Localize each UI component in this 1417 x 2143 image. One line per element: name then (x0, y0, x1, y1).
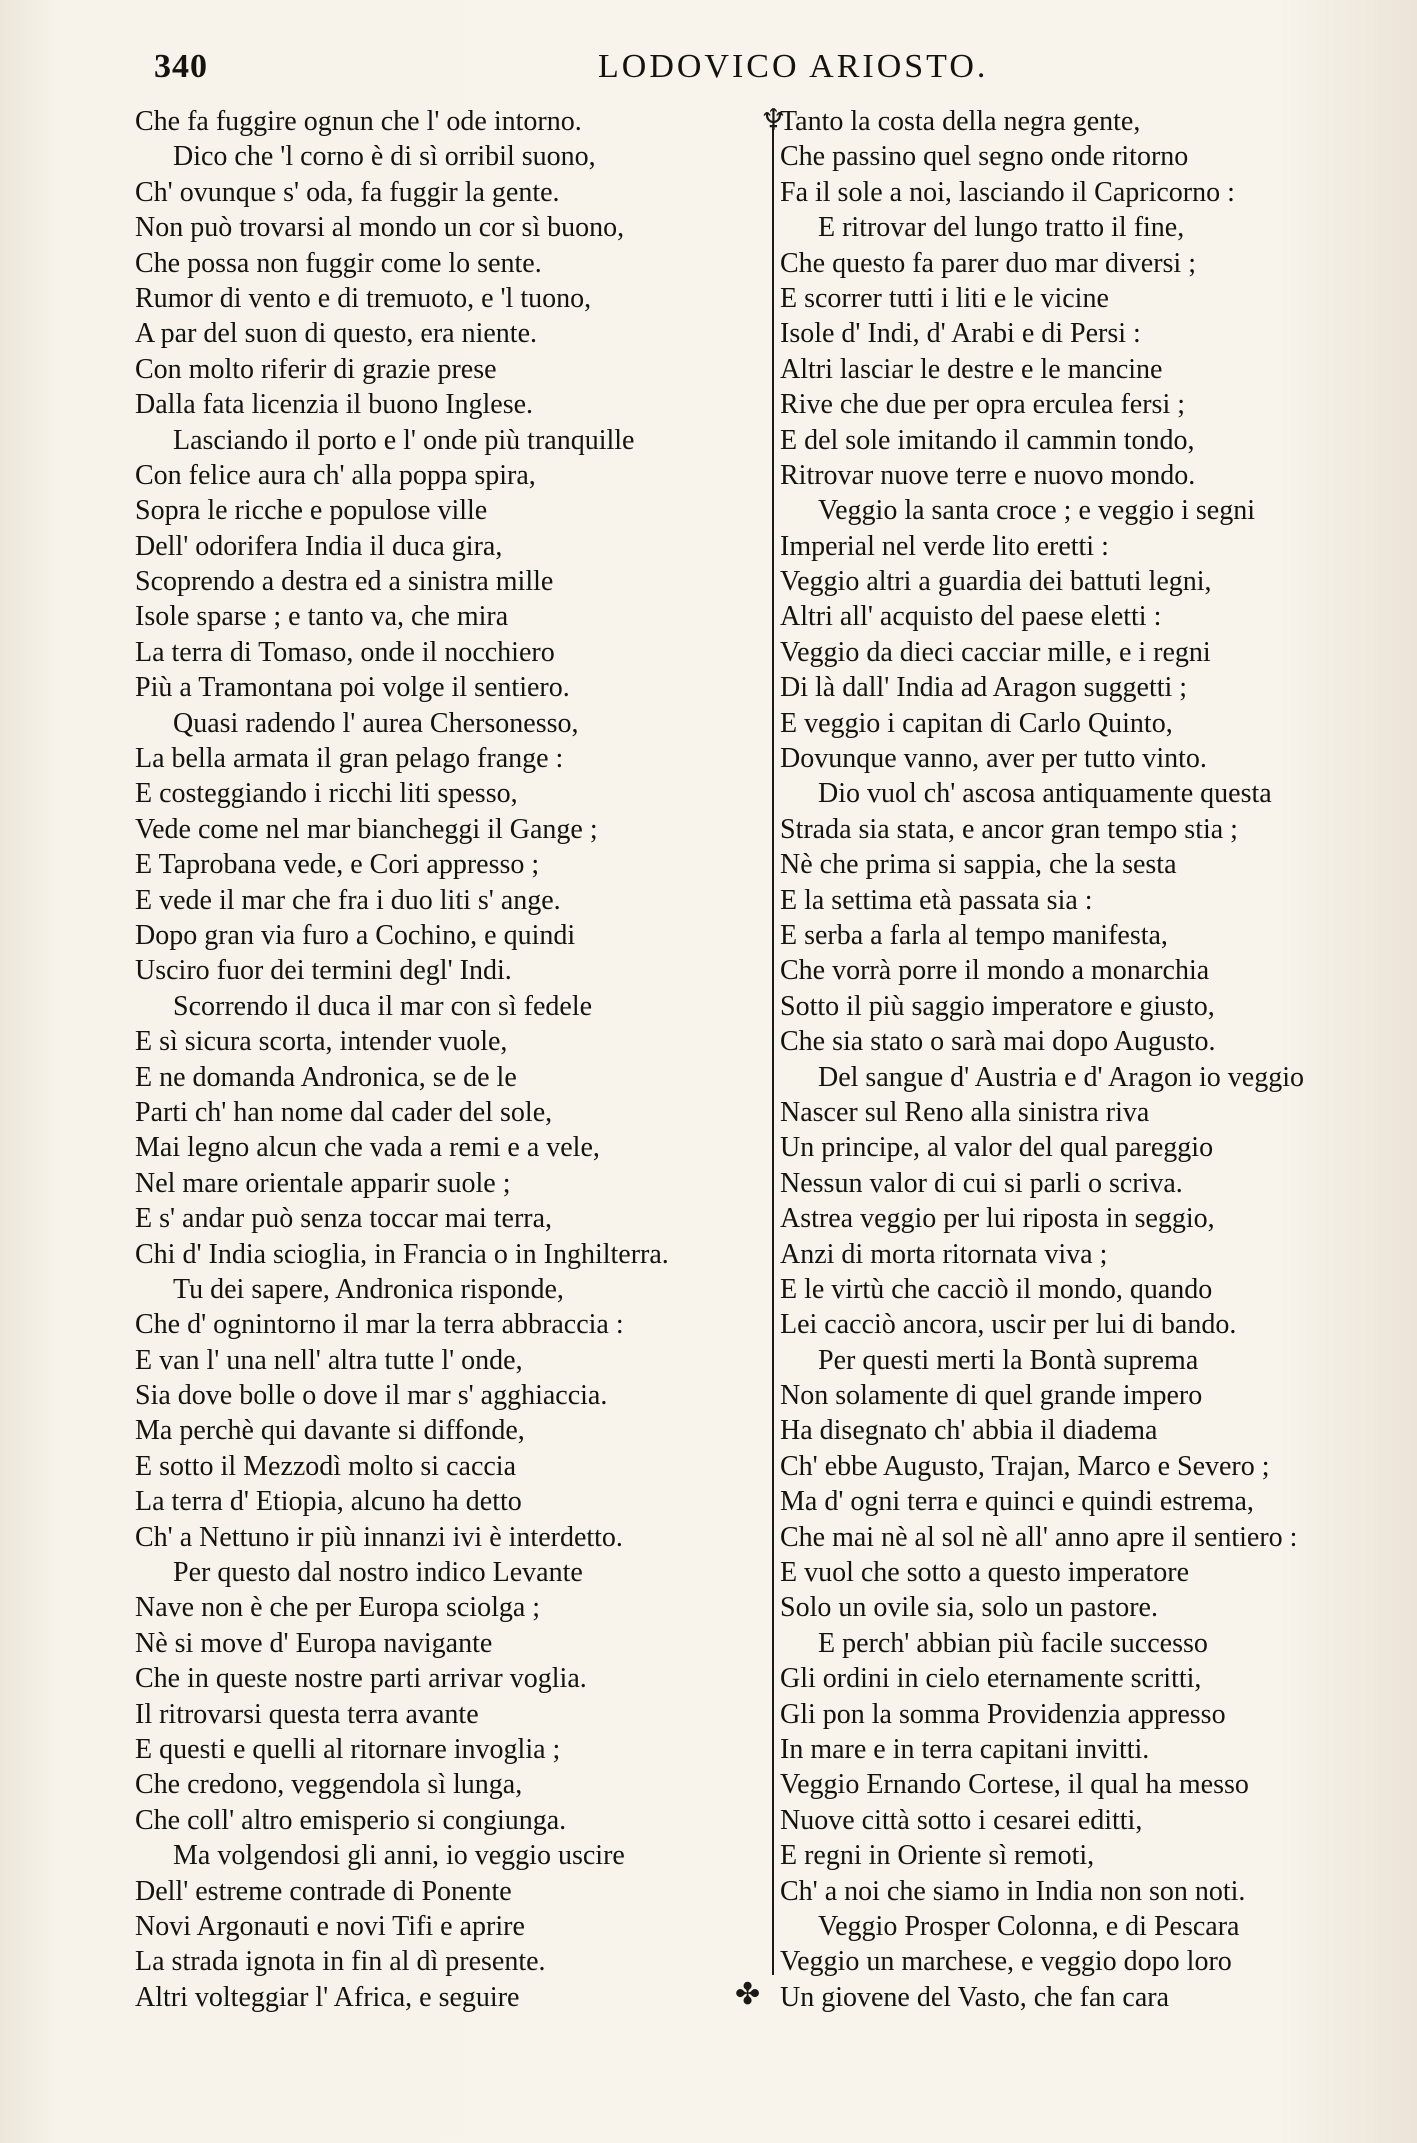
verse-line: Gli pon la somma Providenzia appresso (780, 1698, 1226, 1730)
verse-line: E vede il mar che fra i duo liti s' ange. (135, 884, 561, 916)
verse-line: Tanto la costa della negra gente, (780, 106, 1141, 137)
verse-line: Veggio la santa croce ; e veggio i segni (818, 495, 1255, 527)
verse-line: Isole d' Indi, d' Arabi e di Persi : (780, 318, 1141, 350)
verse-line: Imperial nel verde lito eretti : (780, 530, 1109, 562)
verse-line: Isole sparse ; e tanto va, che mira (135, 601, 509, 633)
verse-line: Novi Argonauti e novi Tifi e aprire (135, 1910, 525, 1942)
verse-line: Un principe, al valor del qual pareggio (780, 1132, 1214, 1164)
verse-line: Ha disegnato ch' abbia il diadema (780, 1415, 1158, 1447)
verse-line: Dio vuol ch' ascosa antiquamente questa (818, 778, 1272, 810)
verse-line: Sotto il più saggio imperatore e giusto, (780, 990, 1215, 1022)
verse-line: Dovunque vanno, aver per tutto vinto. (780, 743, 1207, 775)
verse-line: Quasi radendo l' aurea Chersonesso, (173, 707, 579, 739)
verse-line: Più a Tramontana poi volge il sentiero. (135, 672, 570, 704)
verse-line: Solo un ovile sia, solo un pastore. (780, 1592, 1158, 1624)
verse-line: E ritrovar del lungo tratto il fine, (818, 212, 1185, 244)
verse-line: Che passino quel segno onde ritorno (780, 141, 1189, 173)
left-verse-column (135, 104, 755, 2015)
verse-line: Strada sia stata, e ancor gran tempo stia ; (780, 813, 1238, 845)
verse-line: Veggio Prosper Colonna, e di Pescara (818, 1910, 1240, 1942)
verse-line: Non può trovarsi al mondo un cor sì buono, (135, 212, 625, 244)
verse-line: Gli ordini in cielo eternamente scritti, (780, 1663, 1202, 1695)
verse-line: La strada ignota in fin al dì presente. (135, 1946, 546, 1978)
verse-line: Ch' a noi che siamo in India non son noti. (780, 1875, 1246, 1907)
verse-line: Mai legno alcun che vada a remi e a vele, (135, 1132, 600, 1164)
verse-line: Parti ch' han nome dal cader del sole, (135, 1096, 553, 1128)
verse-line: Nè si move d' Europa navigante (135, 1627, 493, 1659)
verse-line: E van l' una nell' altra tutte l' onde, (135, 1344, 523, 1376)
verse-line: Che in queste nostre parti arrivar voglia. (135, 1663, 587, 1695)
verse-line: La bella armata il gran pelago frange : (135, 743, 564, 775)
verse-line: Nave non è che per Europa sciolga ; (135, 1592, 541, 1624)
verse-line: Altri lasciar le destre e le mancine (780, 353, 1163, 385)
verse-line: Che mai nè al sol nè all' anno apre il sentiero : (780, 1521, 1298, 1553)
verse-line: Vede come nel mar biancheggi il Gange ; (135, 813, 598, 845)
verse-line: Il ritrovarsi questa terra avante (135, 1698, 479, 1730)
verse-line: A par del suon di questo, era niente. (135, 318, 538, 350)
verse-line: Ma perchè qui davante si diffonde, (135, 1415, 525, 1447)
ornament-fleuron-icon: ✤ (735, 1977, 761, 2012)
verse-line: Ch' ebbe Augusto, Trajan, Marco e Severo ; (780, 1450, 1270, 1482)
verse-line: Scoprendo a destra ed a sinistra mille (135, 566, 554, 598)
verse-line: Chi d' India scioglia, in Francia o in Inghilterra. (135, 1238, 669, 1270)
verse-line: E scorrer tutti i liti e le vicine (780, 282, 1109, 314)
verse-line: Veggio altri a guardia dei battuti legni, (780, 566, 1212, 598)
verse-line: E la settima età passata sia : (780, 884, 1093, 916)
page-number: 340 (154, 48, 208, 85)
verse-line: Sopra le ricche e populose ville (135, 495, 488, 527)
verse-line: E Taprobana vede, e Cori appresso ; (135, 849, 540, 881)
verse-line: Che fa fuggire ognun che l' ode intorno. (135, 106, 582, 137)
verse-line: Altri volteggiar l' Africa, e seguire (135, 1981, 520, 2013)
verse-line: E perch' abbian più facile successo (818, 1627, 1208, 1659)
column-divider (772, 125, 774, 1975)
verse-line: Altri all' acquisto del paese eletti : (780, 601, 1162, 633)
verse-line: Del sangue d' Austria e d' Aragon io veggio (818, 1061, 1304, 1093)
verse-line: Ch' ovunque s' oda, fa fuggir la gente. (135, 176, 560, 208)
ornament-fleuron-icon: ♆ (760, 103, 787, 138)
verse-line: Dalla fata licenzia il buono Inglese. (135, 389, 534, 421)
verse-line: Scorrendo il duca il mar con sì fedele (173, 990, 593, 1022)
verse-line: E regni in Oriente sì remoti, (780, 1840, 1095, 1872)
verse-line: Con felice aura ch' alla poppa spira, (135, 459, 536, 491)
verse-line: E serba a farla al tempo manifesta, (780, 919, 1168, 951)
verse-line: Nè che prima si sappia, che la sesta (780, 849, 1177, 881)
verse-line: Rive che due per opra erculea fersi ; (780, 389, 1186, 421)
verse-line: Che possa non fuggir come lo sente. (135, 247, 542, 279)
verse-line: E veggio i capitan di Carlo Quinto, (780, 707, 1173, 739)
verse-line: Rumor di vento e di tremuoto, e 'l tuono, (135, 282, 592, 314)
verse-line: Dopo gran via furo a Cochino, e quindi (135, 919, 576, 951)
page-header (0, 48, 1417, 98)
verse-line: Lei cacciò ancora, uscir per lui di bando. (780, 1309, 1237, 1341)
verse-line: Ritrovar nuove terre e nuovo mondo. (780, 459, 1196, 491)
verse-line: Che credono, veggendola sì lunga, (135, 1769, 523, 1801)
verse-line: Un giovene del Vasto, che fan cara (780, 1981, 1169, 2013)
verse-line: E del sole imitando il cammin tondo, (780, 424, 1195, 456)
verse-line: Veggio Ernando Cortese, il qual ha messo (780, 1769, 1249, 1801)
right-verse-column (780, 104, 1395, 2015)
verse-line: In mare e in terra capitani invitti. (780, 1733, 1150, 1765)
running-head: LODOVICO ARIOSTO. (598, 48, 989, 85)
verse-line: Ma volgendosi gli anni, io veggio uscire (173, 1840, 625, 1872)
verse-line: Che sia stato o sarà mai dopo Augusto. (780, 1026, 1216, 1058)
verse-line: Nessun valor di cui si parli o scriva. (780, 1167, 1183, 1199)
verse-line: La terra di Tomaso, onde il nocchiero (135, 636, 555, 668)
verse-line: Nuove città sotto i cesarei editti, (780, 1804, 1143, 1836)
verse-line: Con molto riferir di grazie prese (135, 353, 497, 385)
verse-line: Che d' ognintorno il mar la terra abbraccia : (135, 1309, 624, 1341)
verse-line: Veggio un marchese, e veggio dopo loro (780, 1946, 1232, 1978)
verse-line: Astrea veggio per lui riposta in seggio, (780, 1203, 1215, 1235)
verse-line: Lasciando il porto e l' onde più tranquille (173, 424, 635, 456)
verse-line: Veggio da dieci cacciar mille, e i regni (780, 636, 1211, 668)
verse-line: Anzi di morta ritornata viva ; (780, 1238, 1108, 1270)
verse-line: Usciro fuor dei termini degl' Indi. (135, 955, 512, 987)
verse-line: Per questi merti la Bontà suprema (818, 1344, 1199, 1376)
verse-line: Nascer sul Reno alla sinistra riva (780, 1096, 1150, 1128)
verse-line: E questi e quelli al ritornare invoglia ; (135, 1733, 561, 1765)
verse-line: E le virtù che cacciò il mondo, quando (780, 1273, 1213, 1305)
verse-line: E sì sicura scorta, intender vuole, (135, 1026, 508, 1058)
verse-line: Ch' a Nettuno ir più innanzi ivi è interdetto. (135, 1521, 623, 1553)
verse-line: E ne domanda Andronica, se de le (135, 1061, 517, 1093)
verse-line: Di là dall' India ad Aragon suggetti ; (780, 672, 1188, 704)
verse-line: Tu dei sapere, Andronica risponde, (173, 1273, 564, 1305)
verse-line: E s' andar può senza toccar mai terra, (135, 1203, 553, 1235)
verse-line: Che questo fa parer duo mar diversi ; (780, 247, 1196, 279)
verse-line: Per questo dal nostro indico Levante (173, 1557, 583, 1589)
verse-line: Nel mare orientale apparir suole ; (135, 1167, 511, 1199)
verse-line: La terra d' Etiopia, alcuno ha detto (135, 1486, 522, 1518)
verse-line: Che vorrà porre il mondo a monarchia (780, 955, 1210, 987)
verse-line: Dico che 'l corno è di sì orribil suono, (173, 141, 596, 173)
verse-line: Sia dove bolle o dove il mar s' agghiaccia. (135, 1380, 608, 1412)
verse-line: Dell' odorifera India il duca gira, (135, 530, 503, 562)
verse-line: Ma d' ogni terra e quinci e quindi estrema, (780, 1486, 1254, 1518)
verse-line: E costeggiando i ricchi liti spesso, (135, 778, 518, 810)
verse-line: E vuol che sotto a questo imperatore (780, 1557, 1189, 1589)
verse-line: Fa il sole a noi, lasciando il Capricorno : (780, 176, 1235, 208)
verse-line: E sotto il Mezzodì molto si caccia (135, 1450, 517, 1482)
verse-line: Dell' estreme contrade di Ponente (135, 1875, 512, 1907)
verse-line: Che coll' altro emisperio si congiunga. (135, 1804, 567, 1836)
verse-line: Non solamente di quel grande impero (780, 1380, 1203, 1412)
